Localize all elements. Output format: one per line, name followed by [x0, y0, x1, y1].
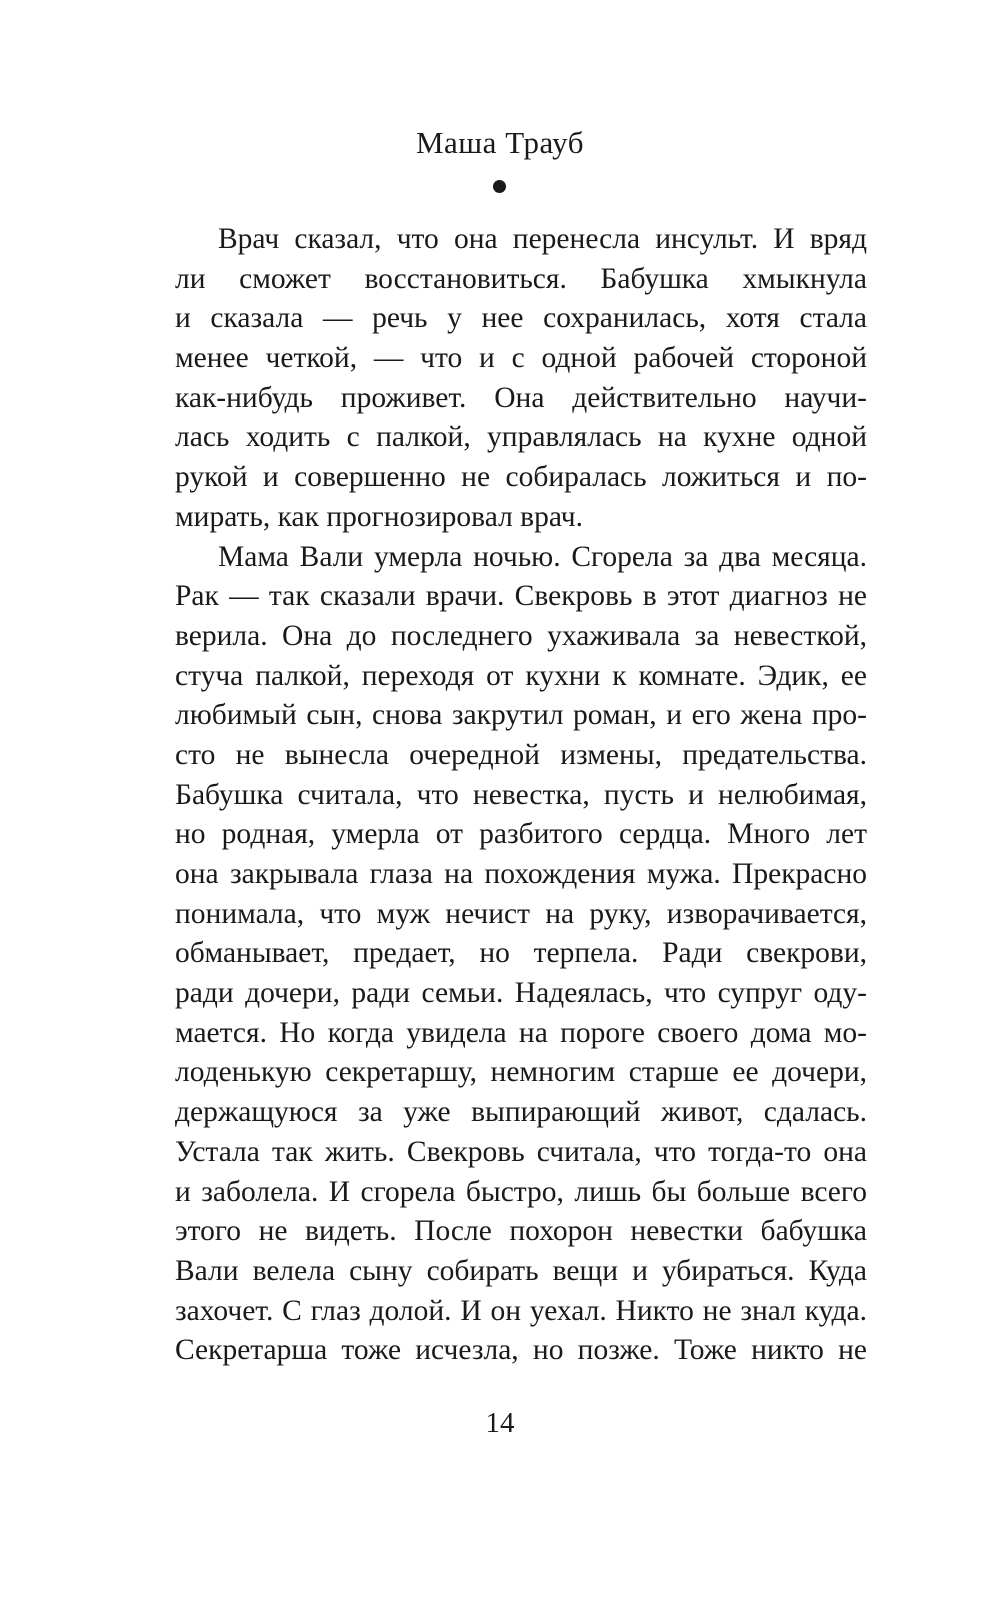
text-line: понимала, что муж нечист на руку, изворачивается, [175, 897, 867, 930]
text-line: рукой и совершенно не собиралась ложиться и по- [175, 461, 867, 494]
text-line: мается. Но когда увидела на пороге своего дома мо- [175, 1016, 867, 1049]
text-line: Врач сказал, что она перенесла инсульт. И вряд [218, 223, 867, 255]
bullet-ornament-icon [493, 180, 506, 193]
text-line: менее четкой, — что и с одной рабочей стороной [175, 342, 867, 375]
text-line: ради дочери, ради семьи. Надеялась, что супруг оду- [175, 977, 867, 1010]
text-line: она закрывала глаза на похождения мужа. Прекрасно [175, 858, 867, 890]
text-line: Устала так жить. Свекровь считала, что тогда-то она [175, 1135, 867, 1168]
body-text [175, 220, 867, 1371]
text-line: мирать, как прогнозировал врач. [175, 500, 583, 533]
text-line: стуча палкой, переходя от кухни к комнате. Эдик, ее [175, 659, 867, 692]
text-line: Рак — так сказали врачи. Свекровь в этот диагноз не [175, 580, 867, 613]
text-line: лась ходить с палкой, управлялась на кухне одной [175, 421, 867, 454]
running-title: Маша Трауб [415, 125, 584, 160]
text-line: ли сможет восстановиться. Бабушка хмыкнула [175, 262, 867, 295]
text-line: Вали велела сыну собирать вещи и убираться. Куда [175, 1254, 867, 1287]
text-line: захочет. С глаз долой. И он уехал. Никто не знал куда. [175, 1294, 867, 1327]
text-line: верила. Она до последнего ухаживала за невесткой, [175, 619, 867, 652]
text-line: обманывает, предает, но терпела. Ради свекрови, [175, 937, 867, 970]
text-line: лоденькую секретаршу, немногим старше ее дочери, [175, 1056, 867, 1089]
text-line: Мама Вали умерла ночью. Сгорела за два месяца. [218, 540, 867, 573]
text-line: Бабушка считала, что невестка, пусть и нелюбимая, [175, 778, 867, 811]
text-line: любимый сын, снова закрутил роман, и его жена про- [175, 699, 867, 732]
text-line: держащуюся за уже выпирающий живот, сдалась. [175, 1096, 867, 1129]
text-line: но родная, умерла от разбитого сердца. Много лет [175, 818, 867, 851]
text-line: этого не видеть. После похорон невестки бабушка [175, 1215, 867, 1248]
text-line: и сказала — речь у нее сохранилась, хотя стала [175, 302, 867, 335]
text-line: Секретарша тоже исчезла, но позже. Тоже никто не [175, 1334, 867, 1367]
text-line: как-нибудь проживет. Она действительно научи- [175, 381, 867, 414]
text-line: и заболела. И сгорела быстро, лишь бы больше всего [175, 1175, 867, 1208]
text-line: сто не вынесла очередной измены, предательства. [175, 738, 867, 771]
page-number: 14 [485, 1407, 515, 1439]
